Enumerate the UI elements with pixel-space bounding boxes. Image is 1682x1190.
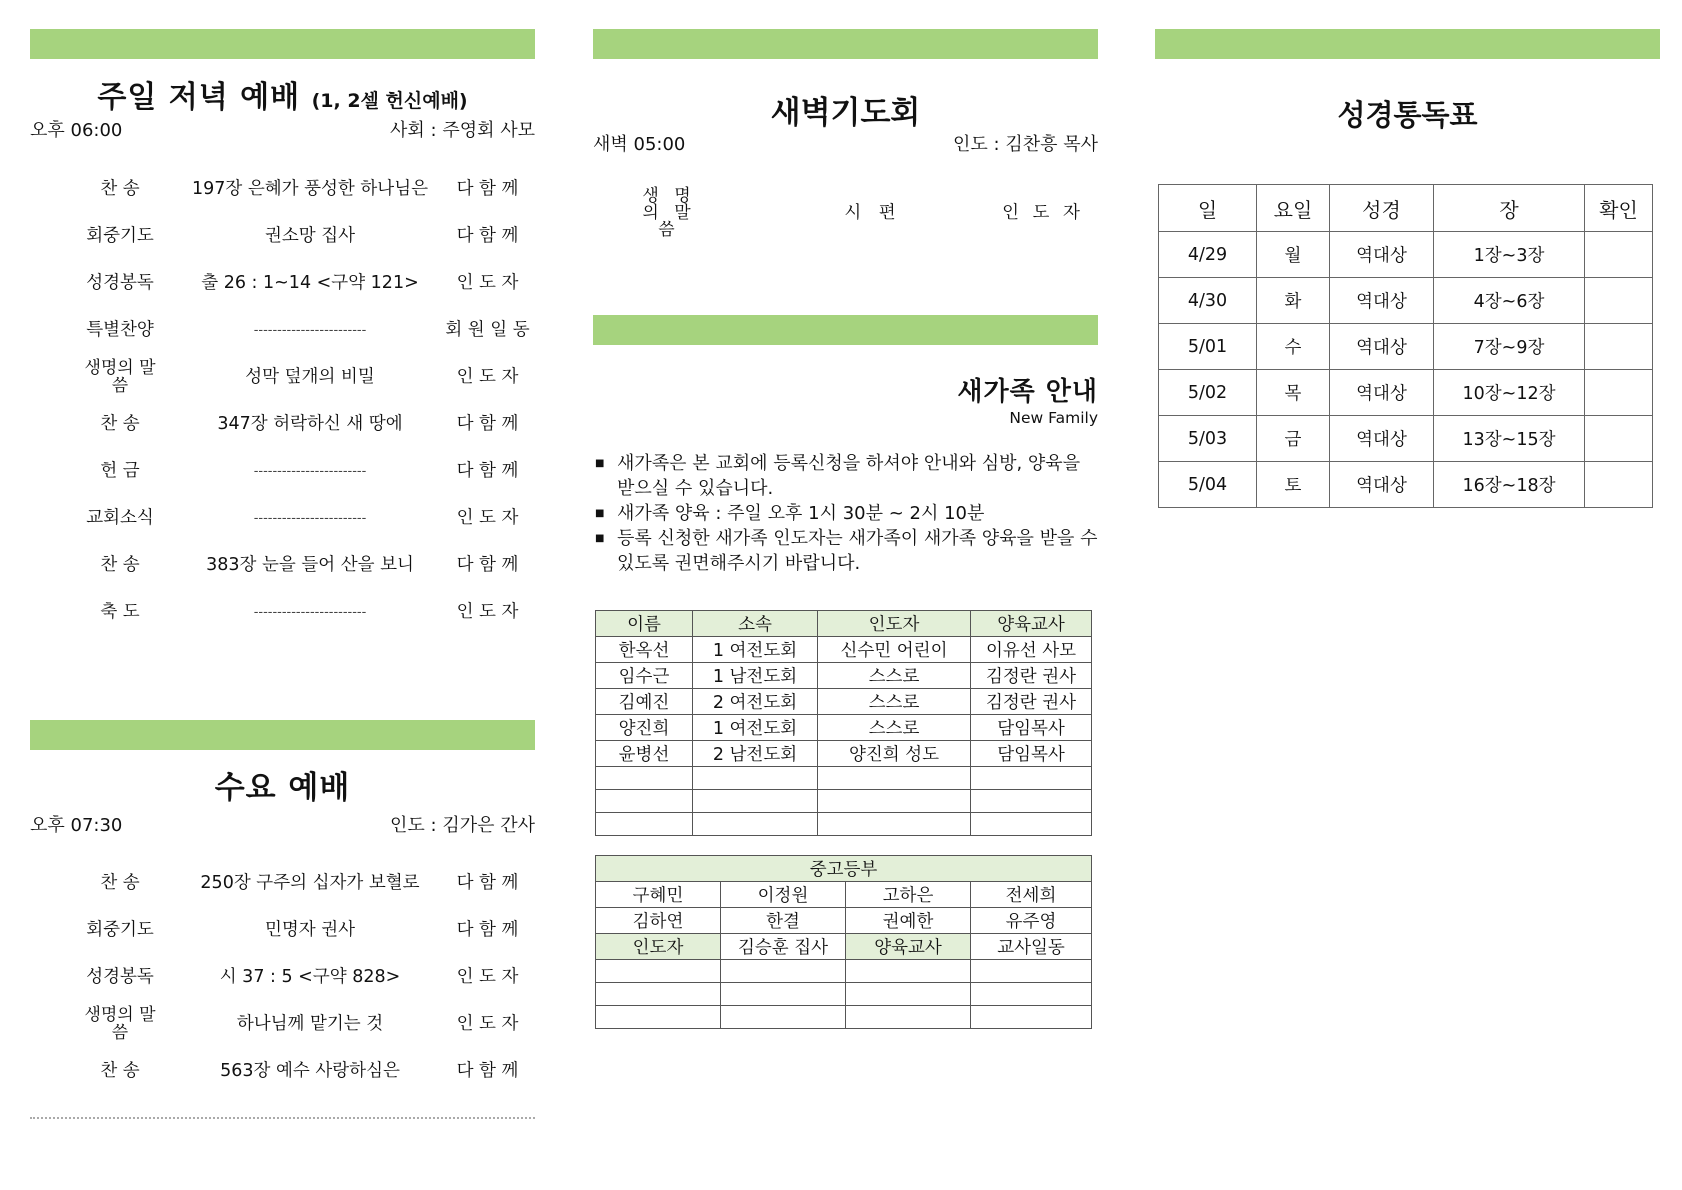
table-cell: 역대상 <box>1330 462 1434 508</box>
column-header: 장 <box>1434 185 1585 232</box>
column-header: 인도자 <box>818 611 971 637</box>
order-item: 헌 금 <box>100 461 140 482</box>
order-content: 383장 눈을 들어 산을 보니 <box>206 555 414 576</box>
sunday-order-list <box>30 166 535 636</box>
order-content: 하나님께 맡기는 것 <box>236 1014 384 1035</box>
table-row <box>1159 462 1653 508</box>
order-row <box>30 495 535 542</box>
table-cell <box>971 960 1092 983</box>
table-row <box>1159 278 1653 324</box>
order-by: 인 도 자 <box>456 967 519 988</box>
order-content: 197장 은혜가 풍성한 하나님은 <box>191 179 429 200</box>
order-content: 민명자 권사 <box>264 920 356 941</box>
order-item: 축 도 <box>100 602 140 623</box>
order-row <box>593 185 1098 240</box>
table-row <box>596 741 1092 767</box>
table-cell <box>596 813 693 836</box>
table-cell: 역대상 <box>1330 416 1434 462</box>
table-row <box>596 715 1092 741</box>
order-item: 성경봉독 <box>86 967 154 988</box>
table-cell: 인도자 <box>596 934 721 960</box>
column-header: 성경 <box>1330 185 1434 232</box>
notice-item: ■ 새가족 양육 : 주일 오후 1시 30분 ~ 2시 10분 <box>593 501 1098 526</box>
column-bible-reading <box>1155 0 1660 1190</box>
table-row <box>596 813 1092 836</box>
order-item: 교회소식 <box>86 508 154 529</box>
table-cell <box>971 767 1092 790</box>
order-item: 찬 송 <box>100 414 140 435</box>
order-item: 찬 송 <box>100 179 140 200</box>
new-family-title: 새가족 안내 <box>957 377 1098 407</box>
wednesday-title: 수요 예배 <box>214 770 351 806</box>
table-cell: 김정란 권사 <box>971 689 1092 715</box>
table-cell: 담임목사 <box>971 741 1092 767</box>
table-cell <box>721 1006 846 1029</box>
table-cell <box>693 767 818 790</box>
check-cell[interactable] <box>1585 416 1653 462</box>
table-cell: 이유선 사모 <box>971 637 1092 663</box>
table-cell: 7장~9장 <box>1434 324 1585 370</box>
table-cell: 임수근 <box>596 663 693 689</box>
order-item: 생명의 말씀 <box>84 357 156 396</box>
table-row <box>596 960 1092 983</box>
order-row <box>30 448 535 495</box>
table-cell: 구혜민 <box>596 882 721 908</box>
table-cell: 권예한 <box>846 908 971 934</box>
check-cell[interactable] <box>1585 462 1653 508</box>
column-dawn-newfamily <box>593 0 1098 1190</box>
table-cell <box>971 1006 1092 1029</box>
column-header: 이름 <box>596 611 693 637</box>
table-cell: 월 <box>1257 232 1330 278</box>
order-item: 회중기도 <box>86 226 154 247</box>
table-cell: 1장~3장 <box>1434 232 1585 278</box>
table-header-row <box>596 856 1092 882</box>
order-item: 찬 송 <box>100 555 140 576</box>
table-cell: 5/03 <box>1159 416 1257 462</box>
order-row <box>30 1048 535 1095</box>
table-row <box>1159 370 1653 416</box>
table-cell <box>596 1006 721 1029</box>
table-cell: 2 남전도회 <box>693 741 818 767</box>
table-cell: 스스로 <box>818 663 971 689</box>
table-cell: 화 <box>1257 278 1330 324</box>
sunday-evening-title: 주일 저녁 예배 (1, 2셀 헌신예배) <box>97 80 468 115</box>
table-cell <box>846 1006 971 1029</box>
table-cell: 토 <box>1257 462 1330 508</box>
check-cell[interactable] <box>1585 324 1653 370</box>
order-by: 다 함 께 <box>456 226 519 247</box>
table-row <box>596 1006 1092 1029</box>
table-cell: 유주영 <box>971 908 1092 934</box>
order-content: 250장 구주의 십자가 보혈로 <box>200 873 420 894</box>
order-content: 권소망 집사 <box>264 226 356 247</box>
column-header: 요일 <box>1257 185 1330 232</box>
order-content: ------------------------ <box>253 322 367 338</box>
table-cell: 전세희 <box>971 882 1092 908</box>
dotted-divider <box>30 1117 535 1119</box>
order-item: 찬 송 <box>100 873 140 894</box>
column-header: 일 <box>1159 185 1257 232</box>
table-cell: 담임목사 <box>971 715 1092 741</box>
order-by: 다 함 께 <box>456 1061 519 1082</box>
table-cell: 4장~6장 <box>1434 278 1585 324</box>
table-cell: 신수민 어린이 <box>818 637 971 663</box>
table-cell <box>971 813 1092 836</box>
table-cell: 양진희 <box>596 715 693 741</box>
table-row <box>1159 232 1653 278</box>
table-row <box>596 689 1092 715</box>
table-cell: 역대상 <box>1330 232 1434 278</box>
table-row <box>596 882 1092 908</box>
order-row <box>30 860 535 907</box>
column-header: 확인 <box>1585 185 1653 232</box>
table-cell: 김예진 <box>596 689 693 715</box>
table-cell: 한옥선 <box>596 637 693 663</box>
table-cell: 고하은 <box>846 882 971 908</box>
table-row <box>1159 416 1653 462</box>
table-cell <box>818 790 971 813</box>
bible-reading-table <box>1158 184 1653 508</box>
table-cell: 4/30 <box>1159 278 1257 324</box>
table-cell <box>693 813 818 836</box>
table-cell <box>596 960 721 983</box>
table-row <box>596 767 1092 790</box>
order-item: 생 명 의 말 씀 <box>642 185 696 240</box>
order-row <box>30 307 535 354</box>
youth-table <box>595 855 1092 1029</box>
order-by: 다 함 께 <box>456 414 519 435</box>
order-row <box>30 542 535 589</box>
order-content: 563장 예수 사랑하심은 <box>220 1061 400 1082</box>
table-header-row <box>596 611 1092 637</box>
youth-title: 중고등부 <box>596 856 1092 882</box>
table-cell: 역대상 <box>1330 370 1434 416</box>
table-row <box>596 908 1092 934</box>
table-cell: 1 남전도회 <box>693 663 818 689</box>
notice-item: ■ 새가족은 본 교회에 등록신청을 하셔야 안내와 심방, 양육을 받으실 수 있습니다. <box>593 451 1098 501</box>
table-cell <box>971 790 1092 813</box>
order-row <box>30 166 535 213</box>
table-cell: 5/01 <box>1159 324 1257 370</box>
table-row <box>596 663 1092 689</box>
section-bar-sunday <box>30 29 535 59</box>
table-cell: 5/04 <box>1159 462 1257 508</box>
table-row <box>1159 324 1653 370</box>
section-bar-newfamily <box>593 315 1098 345</box>
check-cell[interactable] <box>1585 232 1653 278</box>
table-cell: 윤병선 <box>596 741 693 767</box>
order-row <box>30 260 535 307</box>
sunday-time: 오후 06:00 <box>30 120 123 141</box>
table-cell: 10장~12장 <box>1434 370 1585 416</box>
table-cell: 16장~18장 <box>1434 462 1585 508</box>
order-by: 다 함 께 <box>456 461 519 482</box>
table-row <box>596 983 1092 1006</box>
table-cell <box>596 983 721 1006</box>
order-item: 회중기도 <box>86 920 154 941</box>
order-content: ------------------------ <box>253 604 367 620</box>
dawn-order <box>593 185 1098 240</box>
order-row <box>30 589 535 636</box>
table-cell <box>846 960 971 983</box>
table-cell: 양육교사 <box>846 934 971 960</box>
table-cell <box>596 767 693 790</box>
order-by: 다 함 께 <box>456 920 519 941</box>
table-cell <box>721 983 846 1006</box>
table-row <box>596 790 1092 813</box>
dawn-prayer-title: 새벽기도회 <box>770 95 921 131</box>
notice-item: ■ 등록 신청한 새가족 인도자는 새가족이 새가족 양육을 받을 수 있도록 권면해주시기 바랍니다. <box>593 526 1098 576</box>
table-cell: 양진희 성도 <box>818 741 971 767</box>
table-cell: 스스로 <box>818 715 971 741</box>
table-cell: 수 <box>1257 324 1330 370</box>
check-cell[interactable] <box>1585 370 1653 416</box>
order-by: 인 도 자 <box>456 602 519 623</box>
table-cell <box>693 790 818 813</box>
order-content: ------------------------ <box>253 510 367 526</box>
table-cell: 1 여전도회 <box>693 715 818 741</box>
order-by: 인 도 자 <box>456 508 519 529</box>
table-cell: 5/02 <box>1159 370 1257 416</box>
column-header: 소속 <box>693 611 818 637</box>
order-item: 찬 송 <box>100 1061 140 1082</box>
table-cell <box>818 813 971 836</box>
order-content: 시 편 <box>844 202 902 223</box>
table-cell <box>846 983 971 1006</box>
wednesday-time: 오후 07:30 <box>30 815 123 836</box>
order-by: 인 도 자 <box>456 1014 519 1035</box>
table-cell: 이정원 <box>721 882 846 908</box>
order-content: 성막 덮개의 비밀 <box>245 367 375 388</box>
wednesday-leader: 인도 : 김가은 간사 <box>390 815 535 836</box>
order-content: 시 37 : 5 <구약 828> <box>219 967 401 988</box>
table-cell: 2 여전도회 <box>693 689 818 715</box>
table-cell: 스스로 <box>818 689 971 715</box>
table-cell <box>818 767 971 790</box>
order-by: 인 도 자 <box>456 367 519 388</box>
order-by: 다 함 께 <box>456 873 519 894</box>
dawn-time: 새벽 05:00 <box>593 134 686 155</box>
table-cell: 목 <box>1257 370 1330 416</box>
table-cell: 교사일동 <box>971 934 1092 960</box>
table-cell: 1 여전도회 <box>693 637 818 663</box>
order-row <box>30 1001 535 1048</box>
order-by: 인 도 자 <box>456 273 519 294</box>
wednesday-order-list <box>30 860 535 1095</box>
table-cell: 한결 <box>721 908 846 934</box>
order-content: ------------------------ <box>253 463 367 479</box>
section-bar-bible <box>1155 29 1660 59</box>
check-cell[interactable] <box>1585 278 1653 324</box>
table-cell <box>596 790 693 813</box>
new-family-subtitle: New Family <box>1009 409 1098 427</box>
sunday-leader: 사회 : 주영회 사모 <box>390 120 535 141</box>
order-content: 347장 허락하신 새 땅에 <box>217 414 403 435</box>
section-bar-wednesday <box>30 720 535 750</box>
order-row <box>30 213 535 260</box>
table-row <box>596 637 1092 663</box>
order-row <box>30 907 535 954</box>
column-worship <box>30 0 535 1190</box>
table-cell: 4/29 <box>1159 232 1257 278</box>
column-header: 양육교사 <box>971 611 1092 637</box>
table-cell: 김하연 <box>596 908 721 934</box>
new-family-table <box>595 610 1092 836</box>
table-cell: 13장~15장 <box>1434 416 1585 462</box>
sunday-evening-subtitle: (1, 2셀 헌신예배) <box>311 90 468 112</box>
order-by: 회 원 일 동 <box>445 320 530 341</box>
table-cell: 김승훈 집사 <box>721 934 846 960</box>
table-cell: 역대상 <box>1330 278 1434 324</box>
order-content: 출 26 : 1~14 <구약 121> <box>201 273 419 294</box>
order-by: 다 함 께 <box>456 555 519 576</box>
order-row <box>30 401 535 448</box>
order-item: 특별찬양 <box>86 320 154 341</box>
table-cell: 김정란 권사 <box>971 663 1092 689</box>
order-by: 인 도 자 <box>1002 202 1084 223</box>
order-row <box>30 354 535 401</box>
table-cell <box>721 960 846 983</box>
order-row <box>30 954 535 1001</box>
section-bar-dawn <box>593 29 1098 59</box>
dawn-leader: 인도 : 김찬흥 목사 <box>953 134 1098 155</box>
table-cell <box>971 983 1092 1006</box>
table-cell: 역대상 <box>1330 324 1434 370</box>
bible-reading-title: 성경통독표 <box>1337 98 1478 132</box>
order-by: 다 함 께 <box>456 179 519 200</box>
table-cell: 금 <box>1257 416 1330 462</box>
table-header-row <box>1159 185 1653 232</box>
order-item: 성경봉독 <box>86 273 154 294</box>
table-row <box>596 934 1092 960</box>
new-family-notices <box>593 451 1098 576</box>
order-item: 생명의 말씀 <box>84 1004 156 1043</box>
